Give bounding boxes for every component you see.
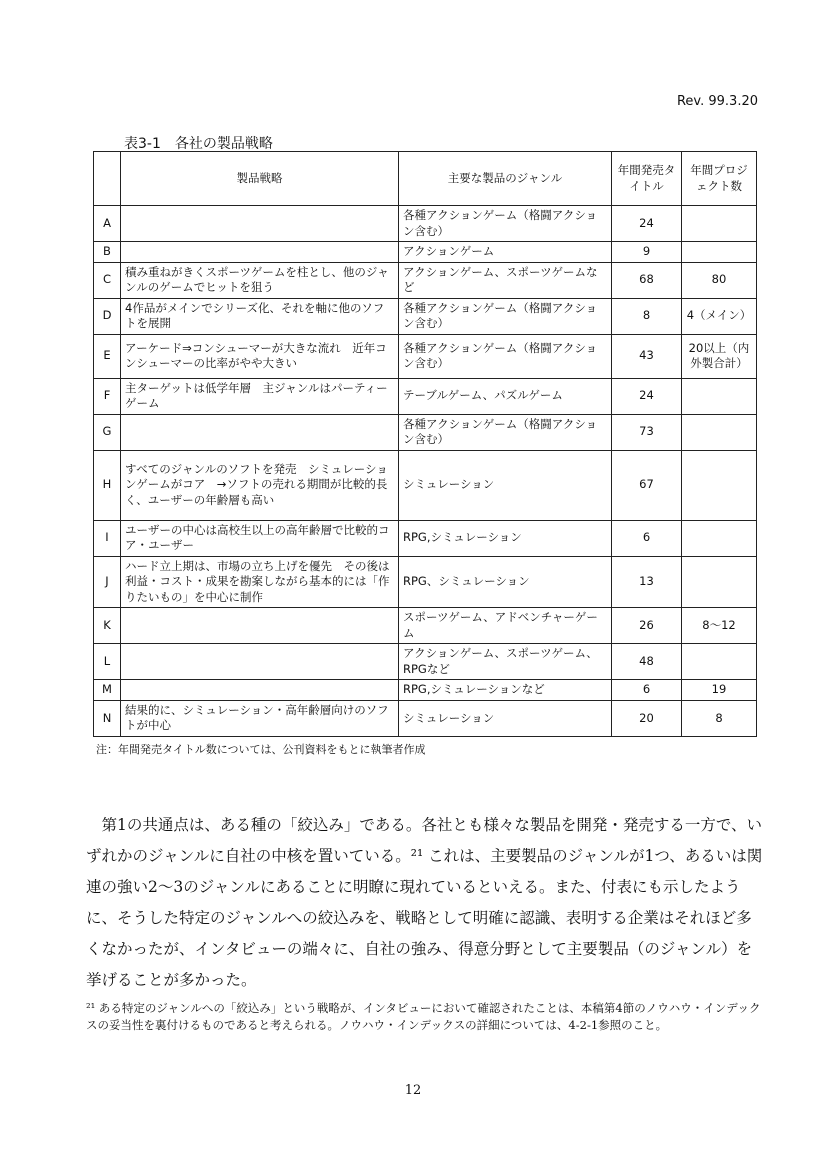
titles-cell: 48: [612, 644, 682, 680]
projects-cell: [682, 450, 757, 520]
row-id-cell: J: [94, 556, 121, 608]
projects-cell: 19: [682, 680, 757, 701]
projects-cell: [682, 556, 757, 608]
genre-cell: シミュレーション: [399, 450, 612, 520]
titles-cell: 73: [612, 414, 682, 450]
table-row: [94, 414, 757, 450]
row-id-cell: I: [94, 520, 121, 556]
row-id-cell: K: [94, 608, 121, 644]
strategy-cell: ハード立上期は、市場の立ち上げを優先 その後は利益・コスト・成果を勘案しながら基本的には「作りたいもの」を中心に制作: [121, 556, 399, 608]
column-header: [94, 152, 121, 206]
titles-cell: 9: [612, 242, 682, 263]
titles-cell: 67: [612, 450, 682, 520]
projects-cell: [682, 242, 757, 263]
row-id-cell: N: [94, 700, 121, 736]
genre-cell: RPG、シミュレーション: [399, 556, 612, 608]
row-id-cell: B: [94, 242, 121, 263]
table-row: [94, 450, 757, 520]
projects-cell: 20以上（内外製合計）: [682, 334, 757, 378]
column-header: 製品戦略: [121, 152, 399, 206]
titles-cell: 8: [612, 298, 682, 334]
table-row: [94, 378, 757, 414]
genre-cell: 各種アクションゲーム（格闘アクション含む）: [399, 298, 612, 334]
genre-cell: アクションゲーム: [399, 242, 612, 263]
projects-cell: 8: [682, 700, 757, 736]
column-header: 年間発売タイトル: [612, 152, 682, 206]
projects-cell: 80: [682, 262, 757, 298]
column-header: 主要な製品のジャンル: [399, 152, 612, 206]
genre-cell: スポーツゲーム、アドベンチャーゲーム: [399, 608, 612, 644]
strategy-cell: 4作品がメインでシリーズ化、それを軸に他のソフトを展開: [121, 298, 399, 334]
strategy-cell: 結果的に、シミュレーション・高年齢層向けのソフトが中心: [121, 700, 399, 736]
row-id-cell: M: [94, 680, 121, 701]
strategy-cell: すべてのジャンルのソフトを発売 シミュレーションゲームがコア →ソフトの売れる期間が比較的長く、ユーザーの年齢層も高い: [121, 450, 399, 520]
titles-cell: 26: [612, 608, 682, 644]
table-row: [94, 242, 757, 263]
titles-cell: 6: [612, 680, 682, 701]
strategy-cell: [121, 206, 399, 242]
table-row: [94, 262, 757, 298]
strategy-table: [93, 151, 757, 737]
titles-cell: 13: [612, 556, 682, 608]
strategy-cell: [121, 242, 399, 263]
column-header: 年間プロジェクト数: [682, 152, 757, 206]
table-row: [94, 680, 757, 701]
revision-label: Rev. 99.3.20: [676, 94, 758, 109]
strategy-cell: ユーザーの中心は高校生以上の高年齢層で比較的コア・ユーザー: [121, 520, 399, 556]
strategy-cell: 積み重ねがきくスポーツゲームを柱とし、他のジャンルのゲームでヒットを狙う: [121, 262, 399, 298]
footnote: ²¹ ある特定のジャンルへの「絞込み」という戦略が、インタビューにおいて確認されたことは、本稿第4節のノウハウ・インデックスの妥当性を裏付けるものであると考えられる。ノウハウ・インデックスの詳細については、4-2-1参照のこと。: [86, 1001, 761, 1032]
table-row: [94, 520, 757, 556]
genre-cell: テーブルゲーム、パズルゲーム: [399, 378, 612, 414]
strategy-cell: [121, 608, 399, 644]
strategy-cell: 主ターゲットは低学年層 主ジャンルはパーティーゲーム: [121, 378, 399, 414]
projects-cell: [682, 378, 757, 414]
strategy-cell: [121, 680, 399, 701]
titles-cell: 43: [612, 334, 682, 378]
table-row: [94, 206, 757, 242]
table-note: 注：年間発売タイトル数については、公刊資料をもとに執筆者作成: [96, 743, 426, 756]
projects-cell: [682, 520, 757, 556]
genre-cell: RPG,シミュレーションなど: [399, 680, 612, 701]
genre-cell: 各種アクションゲーム（格闘アクション含む）: [399, 206, 612, 242]
page-number: 12: [404, 1083, 422, 1098]
titles-cell: 68: [612, 262, 682, 298]
genre-cell: シミュレーション: [399, 700, 612, 736]
projects-cell: 8～12: [682, 608, 757, 644]
table-row: [94, 608, 757, 644]
titles-cell: 24: [612, 378, 682, 414]
projects-cell: 4（メイン）: [682, 298, 757, 334]
genre-cell: 各種アクションゲーム（格闘アクション含む）: [399, 414, 612, 450]
genre-cell: 各種アクションゲーム（格闘アクション含む）: [399, 334, 612, 378]
strategy-cell: [121, 644, 399, 680]
row-id-cell: H: [94, 450, 121, 520]
body-paragraph: 第1の共通点は、ある種の「絞込み」である。各社とも様々な製品を開発・発売する一方で、いずれかのジャンルに自社の中核を置いている。²¹ これは、主要製品のジャンルが1つ、あるいは関連の強い2～3のジャンルにあることに明瞭に現れているといえる。また、付表にも示したように、そうした特定のジャンルへの絞込みを、戦略として明確に認識、表明する企業はそれほど多くなかったが、インタビューの端々に、自社の強み、得意分野として主要製品（のジャンル）を挙げることが多かった。: [86, 816, 763, 989]
genre-cell: RPG,シミュレーション: [399, 520, 612, 556]
table-row: [94, 644, 757, 680]
projects-cell: [682, 644, 757, 680]
table-row: [94, 334, 757, 378]
table-row: [94, 700, 757, 736]
strategy-cell: アーケード⇒コンシューマーが大きな流れ 近年コンシューマーの比率がやや大きい: [121, 334, 399, 378]
row-id-cell: D: [94, 298, 121, 334]
row-id-cell: C: [94, 262, 121, 298]
titles-cell: 6: [612, 520, 682, 556]
genre-cell: アクションゲーム、スポーツゲーム、RPGなど: [399, 644, 612, 680]
projects-cell: [682, 414, 757, 450]
table-header-row: [94, 152, 757, 206]
row-id-cell: E: [94, 334, 121, 378]
titles-cell: 24: [612, 206, 682, 242]
projects-cell: [682, 206, 757, 242]
table-caption: 表3-1 各社の製品戦略: [124, 136, 273, 152]
row-id-cell: A: [94, 206, 121, 242]
genre-cell: アクションゲーム、スポーツゲームなど: [399, 262, 612, 298]
row-id-cell: F: [94, 378, 121, 414]
row-id-cell: G: [94, 414, 121, 450]
table-row: [94, 298, 757, 334]
titles-cell: 20: [612, 700, 682, 736]
row-id-cell: L: [94, 644, 121, 680]
strategy-cell: [121, 414, 399, 450]
table-row: [94, 556, 757, 608]
